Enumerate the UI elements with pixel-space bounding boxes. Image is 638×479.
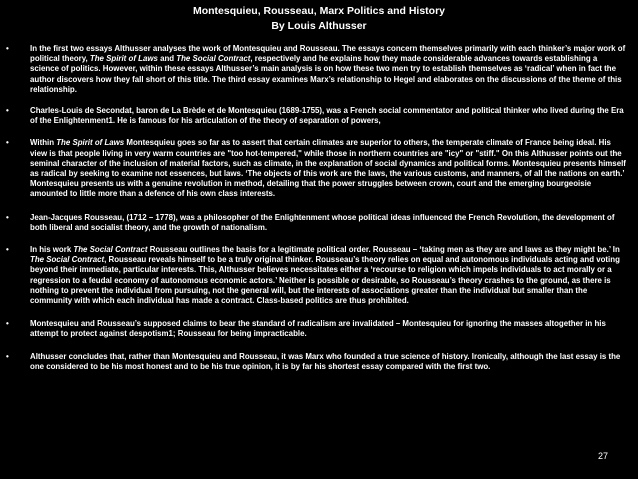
bullet-italic-title: The Social Contract bbox=[176, 54, 251, 64]
bullet-item-1 bbox=[6, 44, 626, 95]
bullet-marker: • bbox=[6, 138, 9, 148]
bullet-text: , Rousseau reveals himself to be a truly original thinker. Rousseau’s theory relies on equal and autonomous individuals acting and voting beyond their immediate, particular interests. This, Althusser believes necessitates either a ‘recourse to religion which impels individuals to act morally or a regression to a feudal economy of autonomous economic actors.’ Neither is possible or desirable, so Rousseau’s theory crashes to the ground, as there is nothing to prevent the individual from pursuing, not the general will, but the interests of associations greater than the individual but smaller than the community with which each individual has made a contract. Class-based politics are thus prohibited. bbox=[30, 255, 620, 306]
bullet-text: , respectively and he explains how they made considerable advances towards establishing a science of politics. However, within these essays Althusser’s main analysis is on how these two men try to establish themselves as ‘radical’ when in fact the author discovers how they fall short of this title. The third essay examines Marx’s relationship to Hegel and elaborates on the discussions of the theme of this relationship. bbox=[30, 54, 622, 94]
bullet-text: and bbox=[157, 54, 177, 64]
bullet-item-4 bbox=[6, 213, 626, 233]
bullet-marker: • bbox=[6, 212, 9, 222]
bullet-text: In his work bbox=[30, 245, 74, 255]
bullet-marker: • bbox=[6, 319, 9, 329]
bullet-text: Charles-Louis de Secondat, baron de La Brède et de Montesquieu (1689-1755), was a French social commentator and political thinker who lived during the Era of the Enlightenment1. He is famous for his articulation of the theory of separation of powers, bbox=[30, 106, 624, 126]
slide-title bbox=[0, 4, 638, 34]
bullet-marker: • bbox=[6, 245, 9, 255]
page-number: 27 bbox=[597, 451, 608, 461]
title-line-1: Montesquieu, Rousseau, Marx Politics and History bbox=[192, 5, 446, 17]
bullet-item-2 bbox=[6, 106, 626, 126]
bullet-text: Montesquieu and Rousseau’s supposed claims to bear the standard of radicalism are invalidated – Montesquieu for ignoring the masses altogether in his attempt to protect against despotism1; Rousseau for being impracticable. bbox=[30, 319, 606, 339]
bullet-marker: • bbox=[6, 106, 9, 116]
bullet-marker: • bbox=[6, 44, 9, 53]
bullet-list bbox=[6, 44, 626, 384]
bullet-item-5 bbox=[6, 245, 626, 306]
bullet-item-3 bbox=[6, 138, 626, 199]
bullet-italic-title: The Spirit of Laws bbox=[56, 138, 125, 148]
bullet-text: In the first two essays Althusser analyses the work of Montesquieu and Rousseau. The essays concern themselves primarily with each thinker’s major work of political theory, bbox=[30, 44, 626, 64]
title-line-2: By Louis Althusser bbox=[271, 20, 367, 32]
bullet-text: Rousseau outlines the basis for a legitimate political order. Rousseau – ‘taking men as they are and laws as they might be.’ In bbox=[147, 245, 620, 255]
bullet-italic-title: The Social Contract bbox=[73, 245, 148, 255]
bullet-text: Within bbox=[30, 138, 57, 148]
bullet-item-7 bbox=[6, 352, 626, 372]
bullet-marker: • bbox=[6, 351, 9, 361]
bullet-italic-title: The Spirit of Laws bbox=[89, 54, 158, 64]
bullet-text: Althusser concludes that, rather than Montesquieu and Rousseau, it was Marx who founded a true science of history. Ironically, although the last essay is the one considered to be his most honest and to be his true opinion, it is by far his shortest essay compared with the first two. bbox=[30, 351, 621, 371]
bullet-item-6 bbox=[6, 319, 626, 339]
bullet-text: Jean-Jacques Rousseau, (1712 – 1778), was a philosopher of the Enlightenment whose political ideas influenced the French Revolution, the development of both liberal and socialist theory, and the growth of nationalism. bbox=[30, 212, 615, 232]
bullet-text: Montesquieu goes so far as to assert that certain climates are superior to others, the temperate climate of France being ideal. His view is that people living in very warm countries are "too hot-tempered," while those in northern countries are "icy" or "stiff." On this Althusser points out the seminal character of the inclusion of material factors, such as climate, in the explanation of social dynamics and political forms. Montesquieu presents himself as radical by seeking to examine not essences, but laws. ‘The objects of this work are the laws, the various customs, and manners, of all the nations on earth.’ Montesquieu presents us with a genuine revolution in method, detailing that the power struggles between crown, court and the emerging bourgeoisie amounted to little more than a defence of his own class interests. bbox=[30, 138, 626, 199]
bullet-italic-title: The Social Contract bbox=[30, 255, 105, 265]
